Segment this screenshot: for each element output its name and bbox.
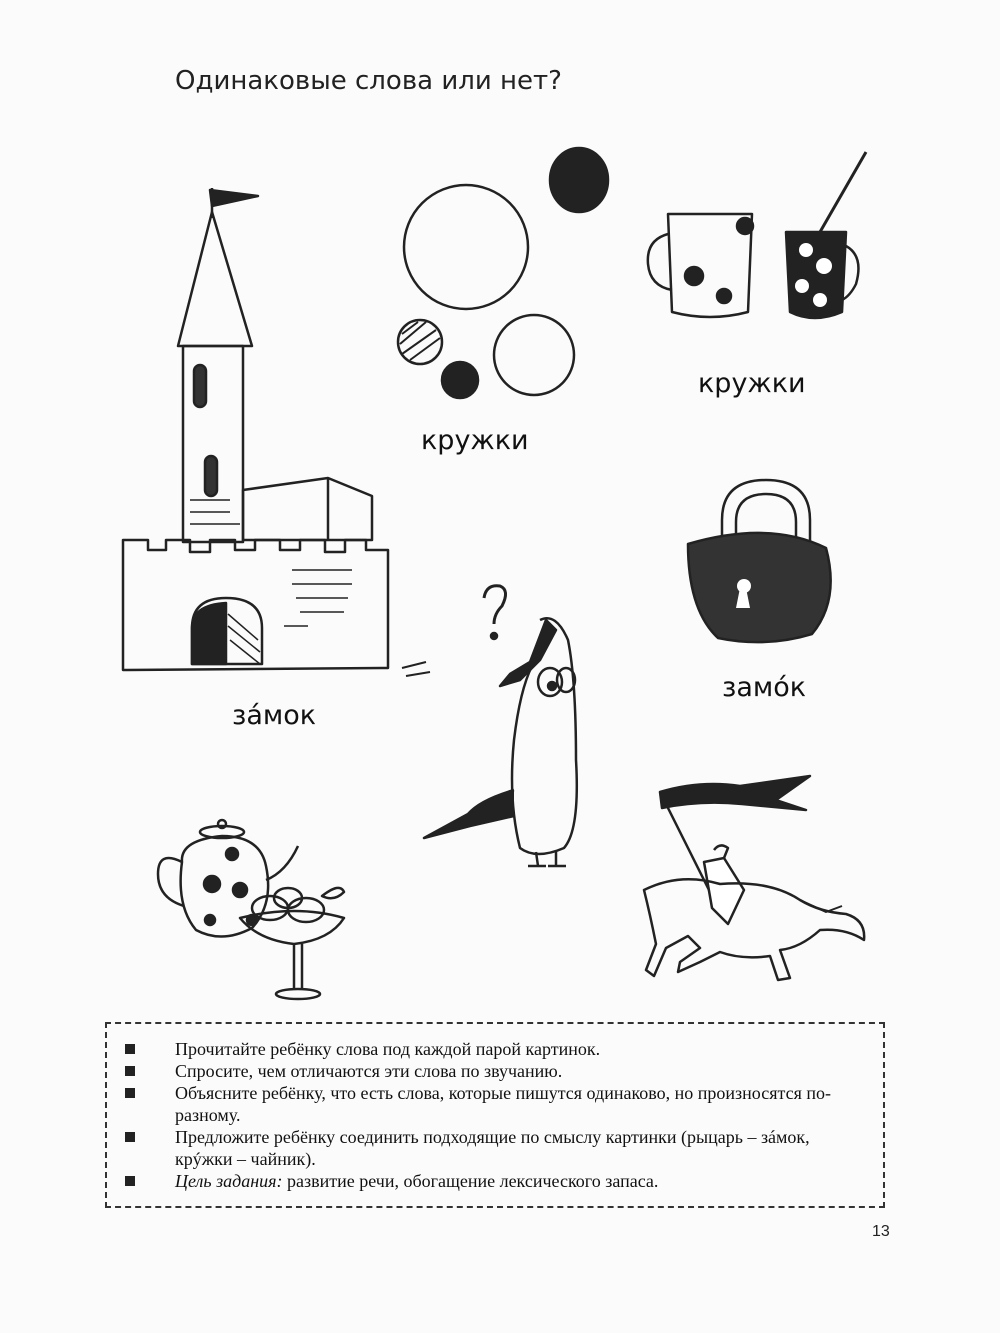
- instruction-item: [125, 1060, 863, 1082]
- instruction-text: Предложите ребёнку соединить подходящие по смыслу картинки (рыцарь – зáмок, крýжки – чайник).: [175, 1127, 810, 1169]
- word-castle: зáмок: [232, 700, 317, 731]
- padlock-icon: [688, 480, 831, 642]
- instruction-text: Объясните ребёнку, что есть слова, которые пишутся одинаково, но произносятся по-разному.: [175, 1083, 831, 1125]
- page-title: Одинаковые слова или нет?: [175, 66, 562, 96]
- mugs-icon: [648, 152, 866, 318]
- word-lock: замóк: [722, 672, 807, 703]
- instruction-item: [125, 1082, 863, 1126]
- goal-label: Цель задания:: [175, 1171, 283, 1191]
- instruction-text: Прочитайте ребёнку слова под каждой парой картинок.: [175, 1039, 601, 1059]
- goal-text-wrapper: [175, 1170, 863, 1192]
- page-number: 13: [872, 1223, 890, 1240]
- bullet-icon: [125, 1088, 135, 1098]
- bullet-icon: [125, 1066, 135, 1076]
- word-cups-top: кружки: [698, 368, 806, 399]
- goal-text: развитие речи, обогащение лексического запаса.: [282, 1171, 659, 1191]
- knight-icon: [644, 776, 864, 980]
- instructions-box: [105, 1022, 885, 1208]
- instruction-goal: [125, 1170, 863, 1192]
- bullet-icon: [125, 1132, 135, 1142]
- bullet-icon: [125, 1176, 135, 1186]
- bird-icon: [402, 586, 577, 866]
- circles-icon: [398, 148, 608, 398]
- castle-icon: [123, 188, 388, 670]
- instruction-item: [125, 1126, 863, 1170]
- bullet-icon: [125, 1044, 135, 1054]
- instruction-text: Спросите, чем отличаются эти слова по звучанию.: [175, 1061, 563, 1081]
- instruction-item: [125, 1038, 863, 1060]
- word-cups-middle: кружки: [421, 425, 529, 456]
- fruit-bowl-icon: [240, 888, 344, 999]
